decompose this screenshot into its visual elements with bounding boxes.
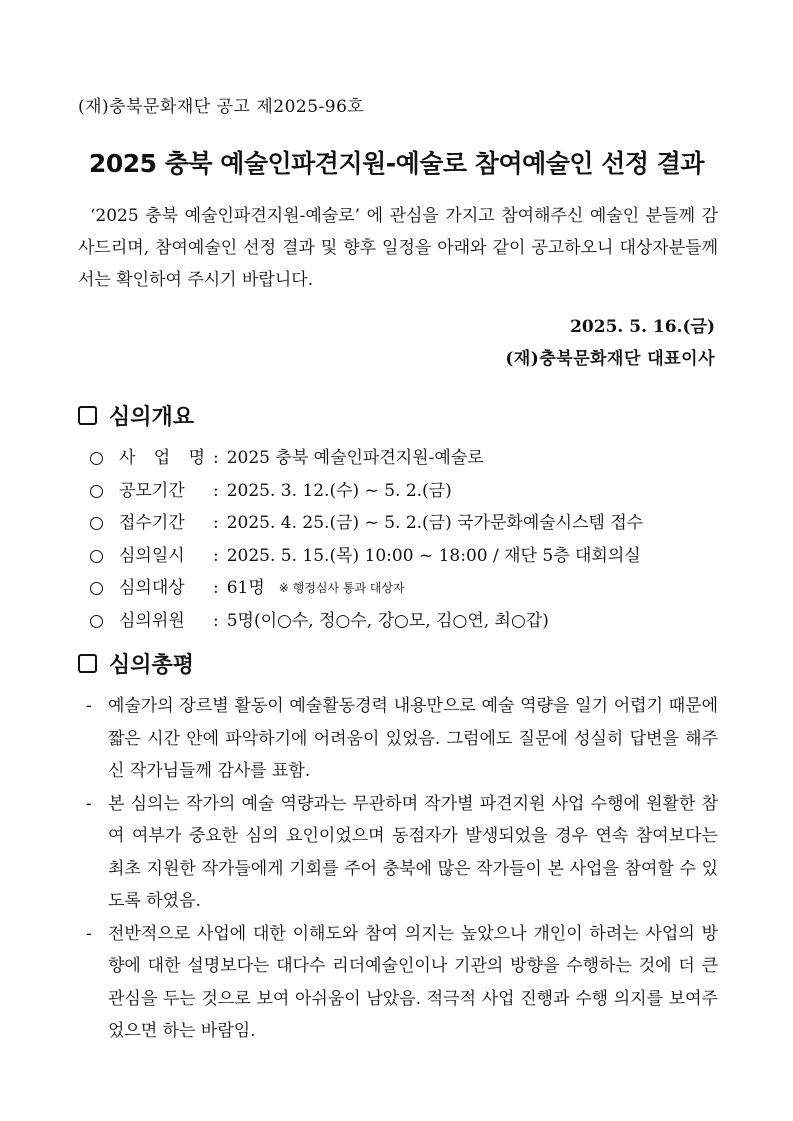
colon-separator: : <box>213 578 219 598</box>
overview-item-label: 심의일시 <box>119 545 185 566</box>
overview-item-value: 2025. 5. 15.(목) 10:00 ~ 18:00 / 재단 5층 대회의실 <box>226 545 641 566</box>
overview-item-label: 심의위원 <box>119 610 185 631</box>
colon-separator: : <box>213 545 219 566</box>
review-item-text: 전반적으로 사업에 대한 이해도와 참여 의지는 높았으나 개인이 하려는 사업의 방향에 대한 설명보다는 대다수 리더예술인이나 기관의 방향을 수행하는 것에 더 큰 관심을 두는 것으로 보여 아쉬움이 남았음. 적극적 사업 진행과 수행 의지를 보여주었으면 하는 바람임. <box>108 923 718 1041</box>
colon-separator: : <box>213 513 219 533</box>
overview-item-label: 사 업 명 <box>119 448 205 468</box>
announcement-date: 2025. 5. 16.(금) <box>570 317 715 337</box>
review-item <box>86 690 718 788</box>
review-item <box>86 788 718 918</box>
overview-item-label: 접수기간 <box>119 513 185 533</box>
circle-bullet-icon <box>90 517 103 530</box>
colon-separator: : <box>213 480 219 501</box>
overview-item <box>88 442 643 475</box>
overview-item <box>88 540 643 573</box>
circle-bullet-icon <box>90 582 103 595</box>
overview-item-label: 공모기간 <box>119 480 185 501</box>
review-list <box>86 690 718 1048</box>
overview-item-label: 심의대상 <box>119 578 185 598</box>
square-bullet-icon <box>78 406 97 425</box>
notice-number: (재)충북문화재단 공고 제2025-96호 <box>78 97 365 117</box>
circle-bullet-icon <box>90 485 103 498</box>
overview-item-value: 61명 <box>226 578 265 598</box>
overview-list <box>88 442 643 637</box>
review-item-text: 예술가의 장르별 활동이 예술활동경력 내용만으로 예술 역량을 일기 어렵기 때문에 짧은 시간 안에 파악하기에 어려움이 있었음. 그럼에도 질문에 성실히 답변을 해주신 작가님들께 감사를 표함. <box>108 696 718 781</box>
overview-item <box>88 572 643 605</box>
overview-item-value: 2025. 3. 12.(수) ~ 5. 2.(금) <box>226 480 452 501</box>
dash-bullet: - <box>86 793 92 814</box>
review-item <box>86 918 718 1048</box>
signatory-organization: (재)충북문화재단 대표이사 <box>505 349 715 369</box>
overview-item-note: ※ 행정심사 통과 대상자 <box>278 581 405 595</box>
dash-bullet: - <box>86 696 92 716</box>
dash-bullet: - <box>86 923 92 944</box>
review-heading <box>78 648 194 679</box>
overview-item <box>88 507 643 540</box>
circle-bullet-icon <box>90 615 103 628</box>
circle-bullet-icon <box>90 452 103 465</box>
overview-item <box>88 605 643 638</box>
colon-separator: : <box>213 610 219 631</box>
overview-item-value: 2025. 4. 25.(금) ~ 5. 2.(금) 국가문화예술시스템 접수 <box>226 513 644 533</box>
intro-paragraph <box>78 200 718 296</box>
intro-text: ‘2025 충북 예술인파견지원-예술로’ 에 관심을 가지고 참여해주신 예술인 분들께 감사드리며, 참여예술인 선정 결과 및 향후 일정을 아래와 같이 공고하오니 대상자분들께서는 확인하여 주시기 바랍니다. <box>78 206 718 290</box>
review-heading-text: 심의총평 <box>109 653 195 678</box>
circle-bullet-icon <box>90 550 103 563</box>
square-bullet-icon <box>78 654 97 673</box>
overview-heading-text: 심의개요 <box>109 405 195 430</box>
page-title: 2025 충북 예술인파견지원-예술로 참여예술인 선정 결과 <box>88 149 705 178</box>
overview-heading <box>78 400 194 431</box>
overview-item-value: 2025 충북 예술인파견지원-예술로 <box>226 448 484 468</box>
overview-item-value: 5명(이○수, 정○수, 강○모, 김○연, 최○갑) <box>226 610 549 631</box>
review-item-text: 본 심의는 작가의 예술 역량과는 무관하며 작가별 파견지원 사업 수행에 원활한 참여 여부가 중요한 심의 요인이었으며 동점자가 발생되었을 경우 연속 참여보다는 최초 지원한 작가들에게 기회를 주어 충북에 많은 작가들이 본 사업을 참여할 수 있도록 하였음. <box>108 793 718 911</box>
overview-item <box>88 475 643 508</box>
colon-separator: : <box>213 448 219 468</box>
